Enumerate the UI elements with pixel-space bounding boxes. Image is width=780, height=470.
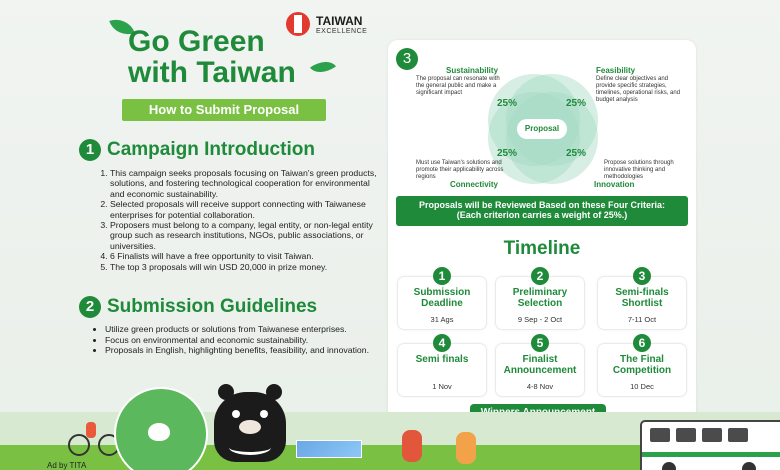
intro-item: 2. Selected proposals will receive support connecting with Taiwanese enterprises for potential collaboration. [110,199,382,220]
step-number: 4 [433,334,451,352]
bike-wheel-icon [68,434,90,456]
ad-attribution: Ad by TITA [47,461,87,470]
bear-ear [218,384,234,400]
criteria-banner-line-2: (Each criterion carries a weight of 25%.) [456,210,628,220]
criterion-title: Connectivity [450,180,499,189]
taiwan-excellence-logo [286,10,376,40]
criterion-weight: 25% [497,98,518,109]
bus-window [702,428,722,442]
step-number: 5 [531,334,549,352]
campaign-intro-list [96,168,382,272]
submission-guidelines-title: Submission Guidelines [107,296,318,318]
bus-window [728,428,748,442]
criterion-weight: 25% [566,148,587,159]
proposal-center-label: Proposal [517,119,567,139]
bus-wheel-icon [742,462,756,470]
criteria-banner [396,196,688,226]
campaign-intro-heading [79,139,315,161]
step-name: Preliminary Selection [512,287,568,309]
title-line-1: Go Green [128,25,265,58]
step-date: 31 Ags [430,315,454,324]
brand-line-2: EXCELLENCE [316,28,368,35]
timeline-step [496,336,584,396]
criterion-text: Must use Taiwan's solutions and promote their applicability across regions [416,160,504,180]
globe-tree-illustration [114,387,208,470]
timeline-step [598,336,686,396]
criterion-text: Define clear objectives and provide specific strategies, timelines, operational risks, and budget analysis [596,76,681,103]
step-date: 1 Nov [432,382,452,391]
timeline-step [496,269,584,329]
step-number: 2 [531,267,549,285]
timeline-step [398,269,486,329]
submission-guidelines-list [93,324,380,356]
criterion-weight: 25% [566,98,587,109]
campaign-intro-title: Campaign Introduction [107,139,315,161]
heart-face-icon [148,423,170,441]
criterion-title: Innovation [594,180,635,189]
step-date: 4-8 Nov [526,382,554,391]
step-number: 3 [633,267,651,285]
criterion-title: Feasibility [596,66,636,75]
guideline-item: • Proposals in English, highlighting benefits, feasibility, and innovation. [105,345,380,356]
step-date: 10 Dec [630,382,654,391]
step-name: Submission Deadline [413,287,471,309]
criterion-text: Propose solutions through innovative thinking and methodologies [604,160,674,180]
criteria-timeline-card [388,40,696,426]
intro-item: 4. 6 Finalists will have a free opportunity to visit Taiwan. [110,251,382,261]
how-to-submit-banner: How to Submit Proposal [122,99,326,121]
bear-eye [260,410,268,418]
timeline-step [398,336,486,396]
step-date: 7-11 Oct [627,315,657,324]
walking-person-illustration [456,432,476,464]
criterion-weight: 25% [497,148,518,159]
bus-stripe [642,452,780,457]
step-number: 1 [433,267,451,285]
criterion-text: The proposal can resonate with the general public and make a significant impact [416,76,500,96]
section-number-1: 1 [79,139,101,161]
guideline-item: • Utilize green products or solutions from Taiwanese enterprises. [105,324,380,335]
bus-window [650,428,670,442]
bear-chest-mark [229,440,271,455]
cyclist-person-icon [86,422,96,438]
step-name: Semi-finals Shortlist [615,287,669,309]
intro-item: 1. This campaign seeks proposals focusing on Taiwan's green products, solutions, and fostering technological cooperation for environmental and economic sustainability. [110,168,382,199]
brand-line-1: TAIWAN [316,14,363,28]
submission-guidelines-heading [79,296,317,318]
solar-panel-illustration [296,440,362,458]
step-name: The Final Competition [612,354,672,376]
bus-window [676,428,696,442]
step-number: 6 [633,334,651,352]
bear-muzzle [239,420,261,434]
guideline-item: • Focus on environmental and economic sustainability. [105,335,380,346]
section-number-3: 3 [396,48,418,70]
timeline-step [598,269,686,329]
bear-ear [266,384,282,400]
title-line-2: with Taiwan [128,56,296,89]
criterion-title: Sustainability [446,66,499,75]
electric-bus-illustration [640,420,780,470]
step-date: 9 Sep - 2 Oct [517,315,563,324]
taiwan-excellence-icon [286,12,310,36]
step-name: Finalist Announcement [503,354,577,376]
cyclist-illustration [68,422,120,452]
criteria-banner-line-1: Proposals will be Reviewed Based on these Four Criteria: [418,200,666,210]
black-bear-mascot [214,392,286,462]
walking-person-illustration [402,430,422,462]
bus-wheel-icon [662,462,676,470]
step-name: Semi finals [415,354,469,365]
intro-item: 3. Proposers must belong to a company, legal entity, or non-legal entity group such as research institutions, NGOs, public associations, or universities. [110,220,382,251]
bear-eye [232,410,240,418]
section-number-2: 2 [79,296,101,318]
intro-item: 5. The top 3 proposals will win USD 20,000 in prize money. [110,262,382,272]
timeline-title: Timeline [503,238,581,259]
